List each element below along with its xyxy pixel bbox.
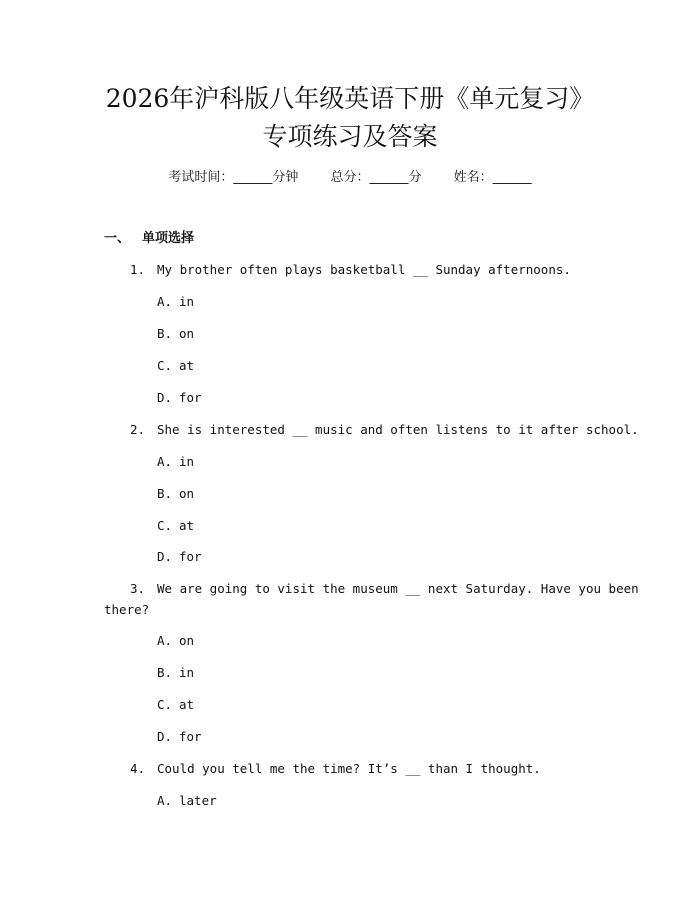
option-letter: A.: [157, 454, 173, 469]
option-text: in: [179, 454, 195, 469]
exam-info-line: [0, 168, 700, 188]
option-letter: D.: [157, 729, 173, 744]
option-text: in: [179, 665, 195, 680]
option-letter: A.: [157, 294, 173, 309]
question-3-option-c: [157, 695, 194, 715]
option-text: on: [179, 486, 195, 501]
option-letter: C.: [157, 358, 173, 373]
option-text: on: [179, 633, 195, 648]
question-2-option-d: [157, 547, 202, 567]
option-text: for: [179, 390, 202, 405]
document-title-line-1: 2026年沪科版八年级英语下册《单元复习》: [105, 84, 595, 113]
option-text: at: [179, 697, 195, 712]
question-3-option-b: [157, 663, 194, 683]
option-letter: D.: [157, 390, 173, 405]
option-text: in: [179, 294, 195, 309]
option-letter: A.: [157, 633, 173, 648]
question-2: [130, 420, 639, 440]
option-letter: C.: [157, 518, 173, 533]
option-letter: D.: [157, 549, 173, 564]
exam-time-field: 考试时间：______分钟: [168, 170, 299, 185]
option-letter: C.: [157, 697, 173, 712]
question-text: She is interested __ music and often listens to it after school.: [157, 422, 639, 437]
question-1-option-c: [157, 356, 194, 376]
section-number: 一、: [104, 231, 131, 246]
option-letter: B.: [157, 486, 173, 501]
question-number: 4.: [130, 761, 146, 776]
option-text: at: [179, 518, 195, 533]
option-text: later: [179, 793, 217, 808]
question-2-option-c: [157, 516, 194, 536]
question-3-option-a: [157, 631, 194, 651]
option-letter: B.: [157, 326, 173, 341]
option-text: at: [179, 358, 195, 373]
total-score-field: 总分：______分: [330, 170, 422, 185]
option-letter: B.: [157, 665, 173, 680]
question-text: We are going to visit the museum __ next Saturday. Have you been: [157, 581, 639, 596]
option-text: for: [179, 729, 202, 744]
question-1: [130, 260, 571, 280]
question-text: Could you tell me the time? It’s __ than I thought.: [157, 761, 541, 776]
section-heading: [104, 229, 194, 249]
question-text: My brother often plays basketball __ Sunday afternoons.: [157, 262, 571, 277]
question-3-option-d: [157, 727, 202, 747]
question-1-option-b: [157, 324, 194, 344]
section-title: 单项选择: [142, 231, 195, 246]
question-number: 2.: [130, 422, 146, 437]
option-text: for: [179, 549, 202, 564]
question-2-option-b: [157, 484, 194, 504]
question-3: [130, 579, 639, 599]
option-text: on: [179, 326, 195, 341]
question-2-option-a: [157, 452, 194, 472]
question-number: 1.: [130, 262, 146, 277]
question-1-option-a: [157, 292, 194, 312]
question-1-option-d: [157, 388, 202, 408]
name-field: 姓名：______: [453, 170, 532, 185]
question-number: 3.: [130, 581, 146, 596]
option-letter: A.: [157, 793, 173, 808]
question-3-continuation: there?: [104, 602, 150, 617]
question-4: [130, 759, 541, 779]
document-title-line-2: 专项练习及答案: [262, 122, 438, 151]
question-4-option-a: [157, 791, 217, 811]
